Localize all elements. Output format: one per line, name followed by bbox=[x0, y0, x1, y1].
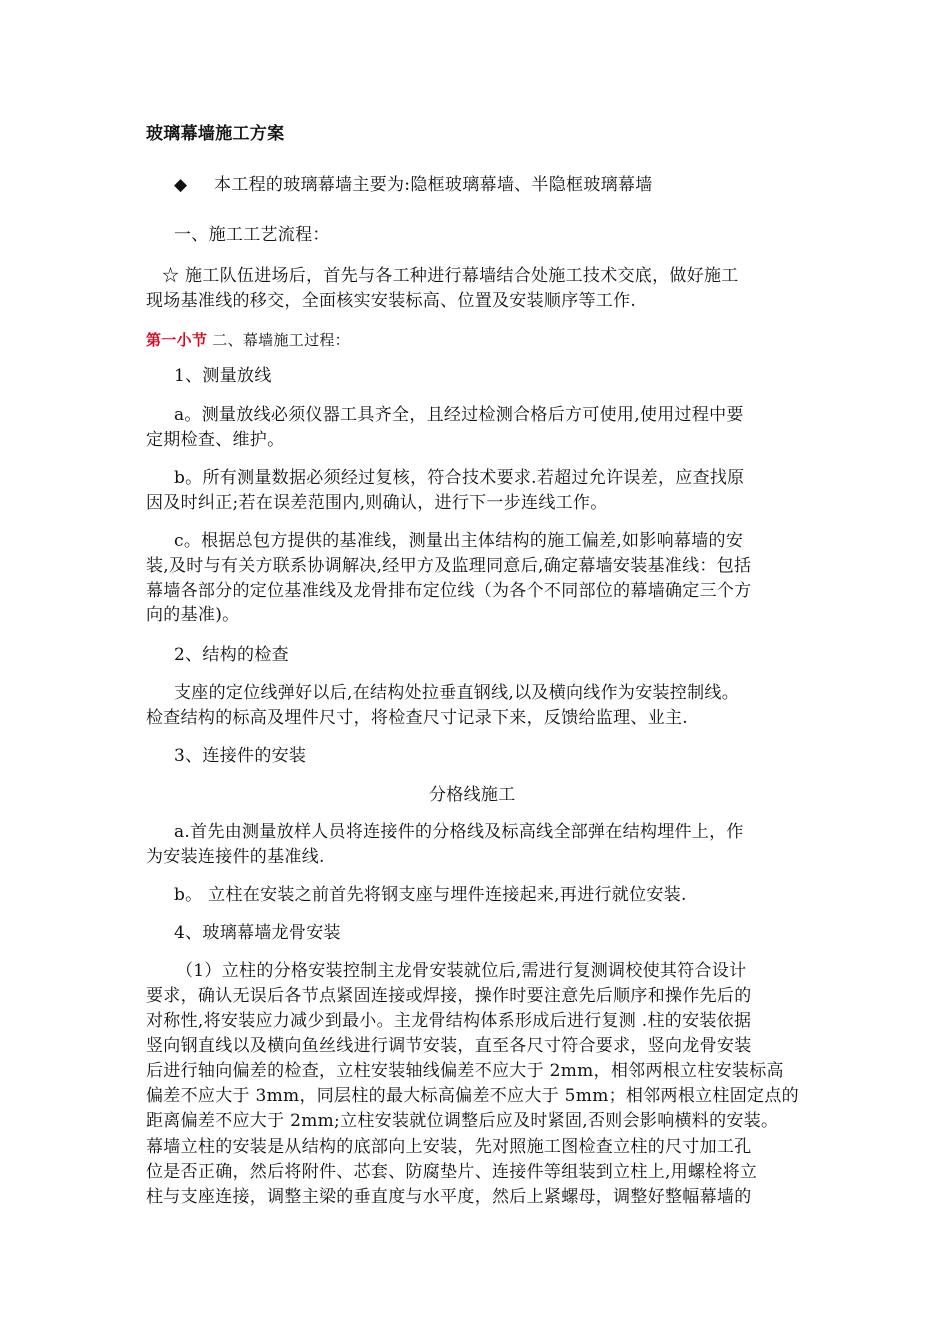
section1-heading: 一、施工工艺流程： bbox=[174, 225, 330, 245]
sub3-a-line: a.首先由测量放样人员将连接件的分格线及标高线全部弹在结构埋件上，作 bbox=[174, 822, 744, 842]
sub4-heading: 4、玻璃幕墙龙骨安装 bbox=[174, 923, 341, 943]
sub4-para-line: 对称性,将安装应力减少到最小。主龙骨结构体系形成后进行复测 .柱的安装依据 bbox=[146, 1011, 752, 1031]
sub4-para-line: 要求，确认无误后各节点紧固连接或焊接，操作时要注意先后顺序和操作先后的 bbox=[146, 986, 752, 1006]
sub1-c-line: c。根据总包方提供的基准线，测量出主体结构的施工偏差,如影响幕墙的安 bbox=[174, 531, 744, 551]
sub4-para-line: 位是否正确，然后将附件、芯套、防腐垫片、连接件等组装到立柱上,用螺栓将立 bbox=[146, 1162, 758, 1182]
sub3-a-line: 为安装连接件的基准线. bbox=[146, 847, 325, 867]
sub2-para-line: 检查结构的标高及埋件尺寸，将检查尺寸记录下来，反馈给监理、业主. bbox=[146, 708, 689, 728]
sub4-para-line: 后进行轴向偏差的检查，立柱安装轴线偏差不应大于 2mm，相邻两根立柱安装标高 bbox=[146, 1061, 784, 1081]
sub4-para-line: 幕墙立柱的安装是从结构的底部向上安装，先对照施工图检查立柱的尺寸加工孔 bbox=[146, 1137, 752, 1157]
section2-heading-row bbox=[146, 328, 350, 352]
sub2-para-line: 支座的定位线弹好以后,在结构处拉垂直钢线,以及横向线作为安装控制线。 bbox=[174, 683, 740, 703]
sub3-heading: 3、连接件的安装 bbox=[174, 746, 307, 766]
sub1-b-line: b。所有测量数据必须经过复核，符合技术要求.若超过允许误差，应查找原 bbox=[174, 468, 745, 488]
section-label: 第一小节 bbox=[146, 331, 208, 349]
sub1-a-line: a。测量放线必须仪器工具齐全，且经过检测合格后方可使用,使用过程中要 bbox=[174, 405, 744, 425]
sub3-b-line: b。 立柱在安装之前首先将钢支座与埋件连接起来,再进行就位安装. bbox=[174, 885, 687, 905]
sub4-para-line: 偏差不应大于 3mm，同层柱的最大标高偏差不应大于 5mm；相邻两根立柱固定点的 bbox=[146, 1086, 799, 1106]
sub1-heading: 1、测量放线 bbox=[174, 366, 272, 386]
section1-para-line: 现场基准线的移交，全面核实安装标高、位置及安装顺序等工作. bbox=[146, 291, 637, 311]
sub4-para-line: 距离偏差不应大于 2mm;立柱安装就位调整后应及时紧固,否则会影响横料的安装。 bbox=[146, 1111, 779, 1131]
section1-para-line: ☆ 施工队伍进场后，首先与各工种进行幕墙结合处施工技术交底，做好施工 bbox=[162, 266, 739, 286]
sub4-para-line: 柱与支座连接，调整主梁的垂直度与水平度，然后上紧螺母，调整好整幅幕墙的 bbox=[146, 1187, 752, 1207]
sub1-a-line: 定期检查、维护。 bbox=[146, 430, 285, 450]
sub4-para-line: （1）立柱的分格安装控制主龙骨安装就位后,需进行复测调校使其符合设计 bbox=[176, 961, 747, 981]
intro-bullet-icon: ◆ bbox=[174, 175, 188, 195]
sub2-heading: 2、结构的检查 bbox=[174, 645, 289, 665]
sub1-c-line: 向的基准)。 bbox=[146, 605, 240, 625]
document-title: 玻璃幕墙施工方案 bbox=[146, 124, 285, 144]
section2-heading: 二、幕墙施工过程： bbox=[212, 331, 350, 349]
sub1-b-line: 因及时纠正;若在误差范围内,则确认，进行下一步连线工作。 bbox=[146, 493, 608, 513]
sub3-center-heading: 分格线施工 bbox=[429, 785, 516, 805]
intro-text: 本工程的玻璃幕墙主要为:隐框玻璃幕墙、半隐框玻璃幕墙 bbox=[214, 175, 653, 195]
sub1-c-line: 装,及时与有关方联系协调解决,经甲方及监理同意后,确定幕墙安装基准线：包括 bbox=[146, 556, 752, 576]
sub1-c-line: 幕墙各部分的定位基准线及龙骨排布定位线（为各个不同部位的幕墙确定三个方 bbox=[146, 581, 752, 601]
sub4-para-line: 竖向钢直线以及横向鱼丝线进行调节安装，直至各尺寸符合要求，竖向龙骨安装 bbox=[146, 1036, 752, 1056]
